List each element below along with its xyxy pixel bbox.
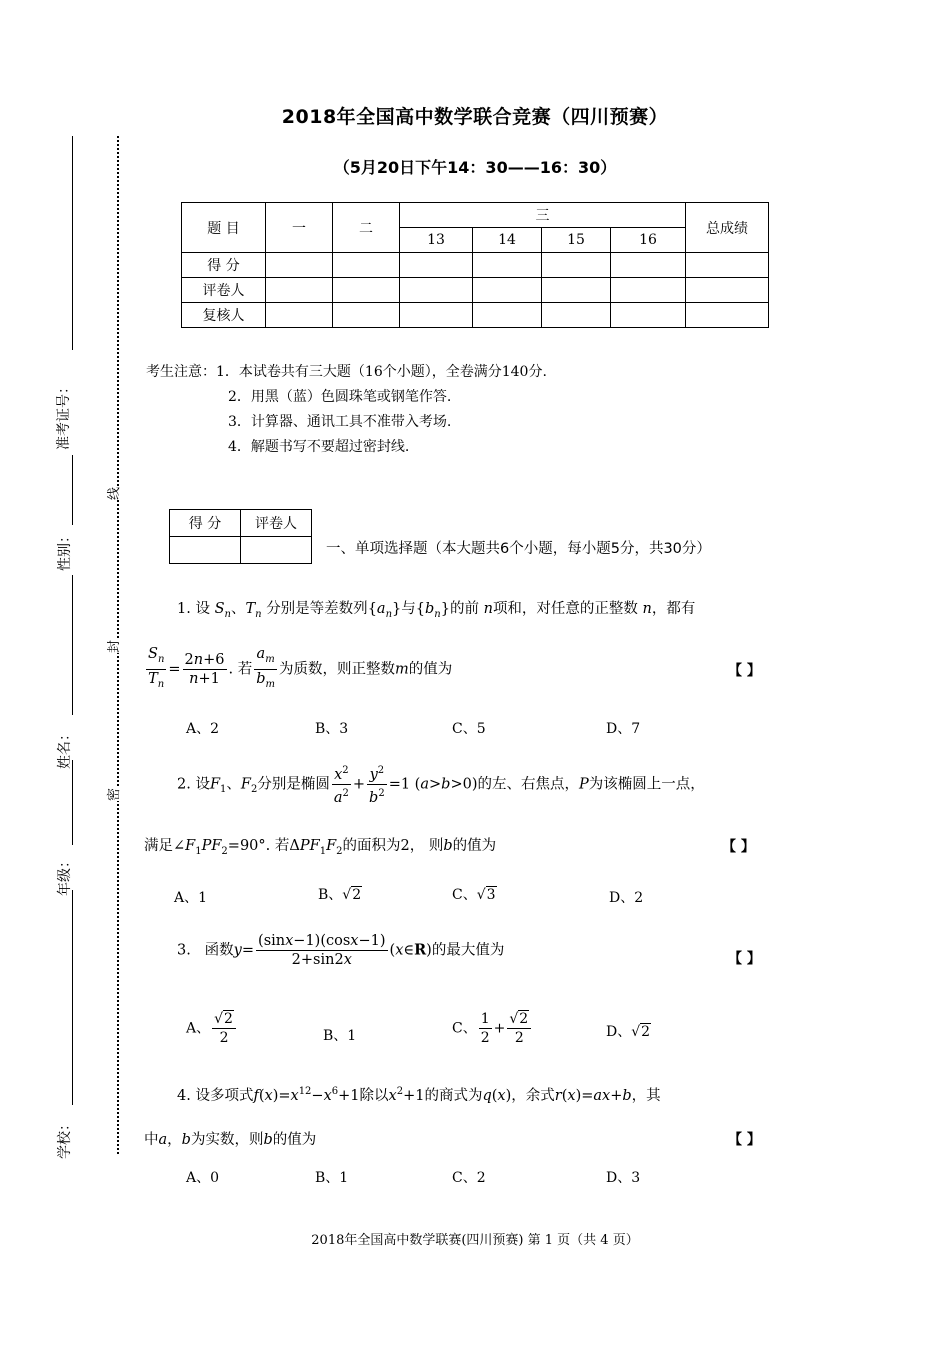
- cell[interactable]: [241, 537, 312, 564]
- text: 的值为: [408, 661, 453, 678]
- line-grade[interactable]: [72, 760, 73, 845]
- cell[interactable]: [266, 253, 333, 278]
- text: 为实数，则: [190, 1132, 264, 1148]
- table-row: [182, 303, 769, 328]
- answer-bracket[interactable]: 【 】: [722, 839, 755, 855]
- option-d[interactable]: D、√2: [606, 1024, 651, 1040]
- text: 分别是椭圆: [257, 776, 330, 793]
- label-grade: 年级：: [57, 854, 73, 896]
- question-4-line1: 4. 设多项式$f(x)=x^{12}-x^6+1$除以$x^2+1$的商式为q(x)，余式r(x)=ax+b，其: [177, 1086, 661, 1104]
- text: 的商式为: [424, 1088, 483, 1104]
- option-d[interactable]: D、3: [606, 1170, 641, 1186]
- label-school: 学校：: [57, 1117, 73, 1159]
- row-label-reviewer: 复核人: [182, 303, 266, 328]
- text: . 若: [228, 661, 253, 678]
- cell[interactable]: [686, 278, 769, 303]
- text: 、: [230, 601, 246, 617]
- cell[interactable]: [400, 253, 473, 278]
- line-gender[interactable]: [72, 455, 73, 525]
- small-score-label: 得 分: [170, 510, 241, 537]
- question-number: 4.: [177, 1088, 191, 1104]
- header-q13: 13: [400, 228, 473, 253]
- cell[interactable]: [333, 278, 400, 303]
- text: 为质数，则正整数: [279, 661, 395, 678]
- seal-char-seal: 封: [103, 640, 122, 653]
- header-part-three: 三: [400, 203, 686, 228]
- cell[interactable]: [400, 303, 473, 328]
- cell[interactable]: [686, 303, 769, 328]
- text: 分别是等差数列: [266, 601, 368, 617]
- row-label-grader: 评卷人: [182, 278, 266, 303]
- section-score-table: [169, 509, 312, 564]
- answer-bracket[interactable]: 【 】: [728, 663, 761, 679]
- question-3: 3. 函数y= $\frac{(\sin x-1)(\cos x-1)}{2+\sin 2x}$ (x∈R)的最大值为: [177, 933, 505, 968]
- header-q15: 15: [542, 228, 611, 253]
- page-footer: 2018年全国高中数学联赛(四川预赛) 第 1 页（共 4 页）: [311, 1233, 639, 1248]
- answer-bracket[interactable]: 【 】: [728, 951, 761, 967]
- text: 与: [401, 601, 416, 617]
- question-number: 1.: [177, 601, 191, 617]
- notes-label: 考生注意：: [146, 364, 216, 380]
- seal-char-line: 线: [103, 487, 122, 500]
- text: 、: [226, 776, 241, 793]
- text: 设多项式: [195, 1088, 254, 1104]
- header-topic: 题 目: [182, 203, 266, 253]
- text: 的最大值为: [431, 942, 505, 959]
- exam-notes: [146, 360, 547, 460]
- cell[interactable]: [473, 303, 542, 328]
- text: 除以: [359, 1088, 389, 1104]
- text: ，其: [631, 1088, 661, 1104]
- note-item: 2．用黑（蓝）色圆珠笔或钢笔作答.: [228, 389, 452, 405]
- option-c[interactable]: C、√3: [452, 887, 496, 903]
- text: 的左、右焦点，: [477, 776, 579, 793]
- row-label-score: 得 分: [182, 253, 266, 278]
- text: 的值为: [452, 838, 497, 854]
- table-row: [182, 253, 769, 278]
- option-d[interactable]: D、2: [609, 890, 644, 906]
- page-title: 2018年全国高中数学联合竞赛（四川预赛）: [281, 106, 669, 128]
- cell[interactable]: [611, 278, 686, 303]
- cell[interactable]: [473, 278, 542, 303]
- text: 中: [144, 1132, 159, 1148]
- cell[interactable]: [333, 253, 400, 278]
- cell[interactable]: [542, 303, 611, 328]
- cell[interactable]: [542, 253, 611, 278]
- header-part-one: 一: [266, 203, 333, 253]
- text: 满足: [144, 838, 173, 854]
- table-row: [182, 278, 769, 303]
- text: 设: [195, 776, 210, 793]
- text: 函数: [204, 942, 234, 959]
- score-table: [181, 202, 769, 328]
- seal-char-secret: 密: [103, 788, 122, 801]
- exam-time: （5月20日下午14：30——16：30）: [333, 158, 617, 177]
- option-c[interactable]: C、5: [452, 721, 486, 737]
- header-part-two: 二: [333, 203, 400, 253]
- header-total: 总成绩: [686, 203, 769, 253]
- text: 的面积为2， 则: [342, 838, 444, 854]
- line-name[interactable]: [72, 575, 73, 715]
- cell[interactable]: [542, 278, 611, 303]
- text: 为该椭圆上一点，: [588, 776, 705, 793]
- cell[interactable]: [333, 303, 400, 328]
- text: ，: [167, 1132, 182, 1148]
- text: ，余式: [511, 1088, 555, 1104]
- header-q14: 14: [473, 228, 542, 253]
- text: . 若: [265, 838, 290, 854]
- option-b[interactable]: B、1: [323, 1028, 357, 1044]
- line-exam-id[interactable]: [72, 136, 73, 350]
- question-1-line1: 1. 设 $S_n$、$T_n$ 分别是等差数列$\{a_n\}$与$\{b_n\}$的前 n项和，对任意的正整数 n，都有: [177, 601, 696, 620]
- question-4-line2: 中a，b为实数，则b的值为: [144, 1132, 317, 1148]
- option-a[interactable]: A、 $\frac{√2}{2}$: [186, 1010, 238, 1047]
- line-school[interactable]: [72, 890, 73, 1105]
- label-gender: 性别：: [57, 529, 73, 571]
- question-number: 2.: [177, 776, 191, 793]
- text: 设: [195, 601, 210, 617]
- text: B、: [318, 887, 343, 903]
- option-a[interactable]: A、0: [186, 1170, 220, 1186]
- option-a[interactable]: A、1: [174, 890, 208, 906]
- text: 的值为: [272, 1132, 317, 1148]
- option-a[interactable]: A、2: [186, 721, 220, 737]
- note-item: 1．本试卷共有三大题（16个小题），全卷满分140分.: [216, 364, 547, 380]
- option-b[interactable]: B、√2: [318, 887, 362, 903]
- cell[interactable]: [170, 537, 241, 564]
- cell[interactable]: [266, 278, 333, 303]
- label-exam-id: 准考证号：: [56, 380, 72, 450]
- section-heading: 一、单项选择题（本大题共6个小题，每小题5分，共30分）: [326, 541, 711, 557]
- header-q16: 16: [611, 228, 686, 253]
- small-grader-label: 评卷人: [241, 510, 312, 537]
- cell[interactable]: [400, 278, 473, 303]
- answer-bracket[interactable]: 【 】: [728, 1132, 761, 1148]
- text: 的前: [449, 601, 479, 617]
- text: ，都有: [651, 601, 696, 617]
- note-item: 4．解题书写不要超过密封线.: [228, 439, 410, 455]
- cell[interactable]: [686, 253, 769, 278]
- option-b[interactable]: B、1: [315, 1170, 349, 1186]
- text: D、: [606, 1024, 632, 1040]
- text: C、: [452, 887, 477, 903]
- cell[interactable]: [266, 303, 333, 328]
- question-2-line2: 满足$\angle F_1PF_2=90^\circ$. 若$\Delta PF_1F_2$的面积为2， 则b的值为: [144, 838, 497, 857]
- option-d[interactable]: D、7: [606, 721, 641, 737]
- note-item: 3．计算器、通讯工具不准带入考场.: [228, 414, 452, 430]
- cell[interactable]: [611, 253, 686, 278]
- cell[interactable]: [473, 253, 542, 278]
- text: C、: [452, 1020, 477, 1037]
- question-2-line1: 2. 设$F_1$、$F_2$分别是椭圆 $\frac{x^2}{a^2}$ + $\frac{y^2}{b^2}$ =1 (a>b>0)的左、右焦点，P为该椭圆上一点，: [177, 762, 705, 807]
- label-name: 姓名：: [57, 727, 73, 769]
- text: A、: [186, 1020, 211, 1037]
- cell[interactable]: [611, 303, 686, 328]
- question-number: 3.: [177, 942, 191, 959]
- question-1-line2: $\frac{S_n}{T_n}$ = $\frac{2n+6}{n+1}$ . 若 $\frac{a_m}{b_m}$ 为质数，则正整数m的值为: [148, 646, 453, 690]
- option-b[interactable]: B、3: [315, 721, 349, 737]
- text: 项和，对任意的正整数: [492, 601, 638, 617]
- option-c[interactable]: C、 $\frac{1}{2}$ + $\frac{√2}{2}$: [452, 1010, 533, 1047]
- option-c[interactable]: C、2: [452, 1170, 486, 1186]
